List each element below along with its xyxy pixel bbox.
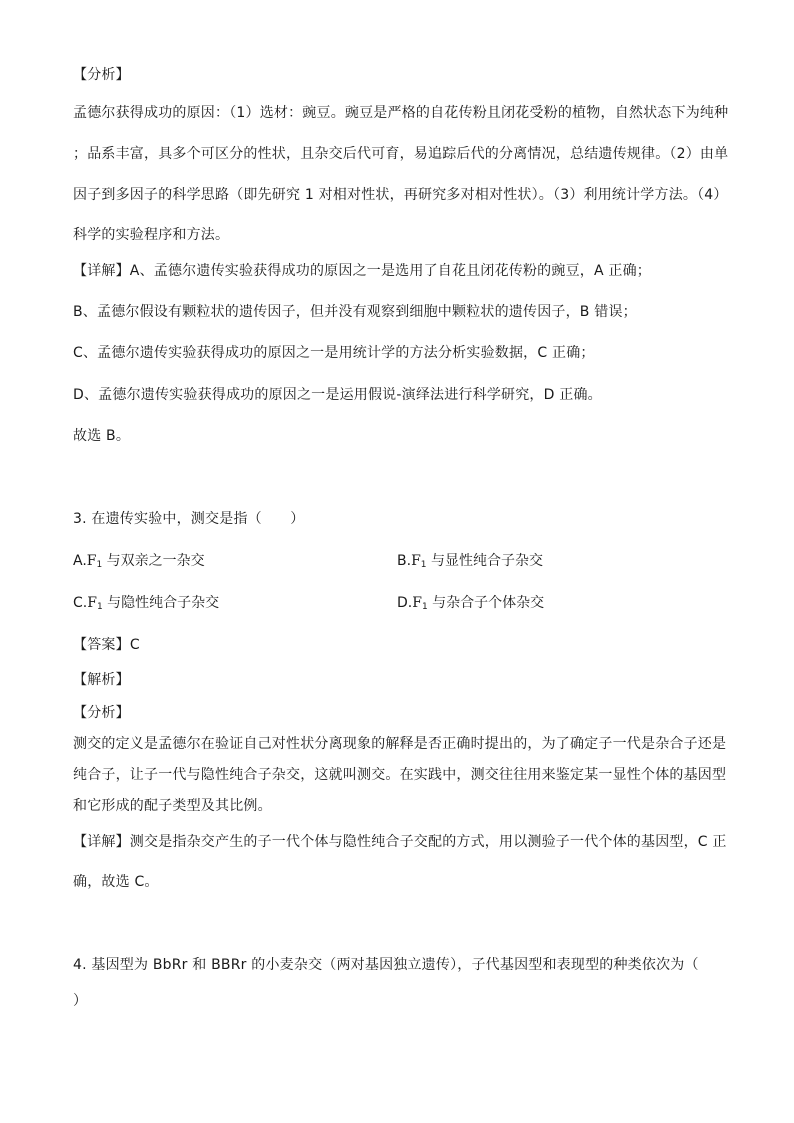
- analysis-line: ；品系丰富，具多个可区分的性状，且杂交后代可育，易追踪后代的分离情况，总结遗传规律。（2）由单: [73, 146, 729, 162]
- option-letter: B.: [397, 553, 412, 569]
- option-subscript: 1: [96, 602, 103, 612]
- detail-line: 【详解】测交是指杂交产生的子一代个体与隐性纯合子交配的方式，用以测验子一代个体的基因型，C 正: [73, 834, 727, 850]
- detail-line: 确，故选 C。: [73, 874, 159, 890]
- question-4-stem-cont: ）: [73, 993, 88, 1009]
- option-text: 与隐性纯合子杂交: [102, 595, 220, 611]
- option-letter: D.: [397, 595, 413, 611]
- conclusion-line: 故选 B。: [73, 428, 131, 444]
- answer-line: [73, 636, 140, 654]
- option-b: [397, 552, 543, 570]
- option-f: F: [86, 553, 97, 569]
- analysis-heading-q2: 【分析】: [73, 67, 130, 83]
- analysis-line: 纯合子，让子一代与隐性纯合子杂交，这就叫测交。在实践中，测交往往用来鉴定某一显性个体的基因型: [73, 767, 727, 783]
- option-subscript: 1: [421, 602, 428, 612]
- analysis-line: 科学的实验程序和方法。: [73, 227, 230, 243]
- option-letter: C.: [73, 595, 88, 611]
- detail-line: C、孟德尔遗传实验获得成功的原因之一是用统计学的方法分析实验数据，C 正确；: [73, 345, 595, 361]
- option-d: [397, 594, 544, 612]
- analysis-heading-q3: 【分析】: [73, 705, 130, 721]
- option-subscript: 1: [96, 560, 103, 570]
- analysis-line: 测交的定义是孟德尔在验证自己对性状分离现象的解释是否正确时提出的，为了确定子一代是杂合子还是: [73, 736, 727, 752]
- answer-value: C: [129, 637, 140, 653]
- option-f: F: [412, 595, 422, 611]
- detail-line: D、孟德尔遗传实验获得成功的原因之一是运用假说-演绎法进行科学研究，D 正确。: [73, 387, 602, 403]
- analysis-line: 孟德尔获得成功的原因：（1）选材：豌豆。豌豆是严格的自花传粉且闭花受粉的植物，自然状态下为纯种: [73, 105, 729, 121]
- option-text: 与杂合子个体杂交: [427, 595, 545, 611]
- option-a: [73, 552, 205, 570]
- option-c: [73, 594, 219, 612]
- option-f: F: [411, 553, 421, 569]
- detail-line: 【详解】A、孟德尔遗传实验获得成功的原因之一是选用了自花且闭花传粉的豌豆，A 正确；: [73, 263, 652, 279]
- detail-line: B、孟德尔假设有颗粒状的遗传因子，但并没有观察到细胞中颗粒状的遗传因子，B 错误；: [73, 304, 637, 320]
- option-letter: A.: [73, 553, 87, 569]
- option-subscript: 1: [420, 560, 427, 570]
- analysis-line: 因子到多因子的科学思路（即先研究 1 对相对性状，再研究多对相对性状）。（3）利用统计学方法。（4）: [73, 187, 728, 203]
- option-f: F: [87, 595, 97, 611]
- answer-label: 【答案】: [73, 637, 130, 653]
- option-text: 与显性纯合子杂交: [426, 553, 543, 569]
- explain-heading: 【解析】: [73, 672, 130, 688]
- analysis-line: 和它形成的配子类型及其比例。: [73, 798, 272, 814]
- question-4-stem: 4. 基因型为 BbRr 和 BBRr 的小麦杂交（两对基因独立遗传），子代基因型和表现型的种类依次为（: [73, 957, 699, 973]
- question-3-stem: 3. 在遗传实验中，测交是指（ ）: [73, 511, 305, 527]
- option-text: 与双亲之一杂交: [102, 553, 205, 569]
